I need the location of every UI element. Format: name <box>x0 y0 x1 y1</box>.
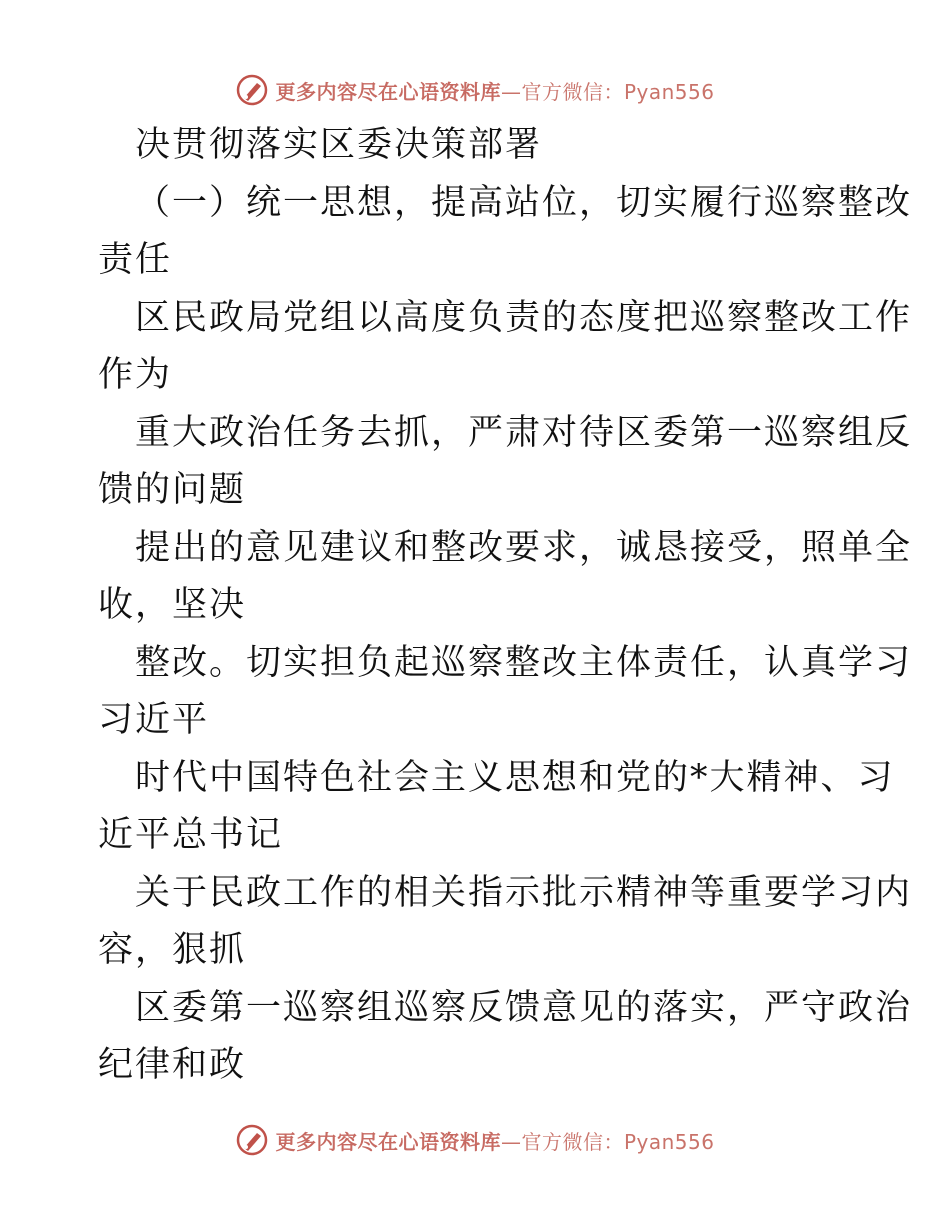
text-line: 容，狠抓 <box>98 930 247 970</box>
text-line: 收，坚决 <box>98 585 247 625</box>
text-line: 纪律和政 <box>98 1045 247 1085</box>
pen-logo-icon <box>235 73 269 107</box>
text-line: 责任 <box>98 240 173 280</box>
watermark-text: 更多内容尽在心语资料库—官方微信：Pyan556 <box>275 79 715 104</box>
text-line: 馈的问题 <box>98 470 247 510</box>
text-line: 整改。切实担负起巡察整改主体责任，认真学习 <box>135 642 913 683</box>
header-watermark <box>0 70 950 110</box>
footer-watermark <box>0 1120 950 1160</box>
document-body <box>98 117 913 1095</box>
text-line: 区民政局党组以高度负责的态度把巡察整改工作 <box>135 297 913 338</box>
text-line: 重大政治任务去抓，严肃对待区委第一巡察组反 <box>135 412 913 453</box>
text-line: 决贯彻落实区委决策部署 <box>135 125 543 165</box>
text-line: 作为 <box>98 355 173 395</box>
text-line: 关于民政工作的相关指示批示精神等重要学习内 <box>135 872 913 913</box>
pen-logo-icon <box>235 1123 269 1157</box>
text-line: 时代中国特色社会主义思想和党的*大精神、习 <box>135 757 895 798</box>
watermark-text: 更多内容尽在心语资料库—官方微信：Pyan556 <box>275 1129 715 1154</box>
text-line: 习近平 <box>98 700 210 740</box>
text-line: 近平总书记 <box>98 815 284 855</box>
text-line: （一）统一思想，提高站位，切实履行巡察整改 <box>135 182 913 223</box>
text-line: 区委第一巡察组巡察反馈意见的落实，严守政治 <box>135 987 913 1028</box>
text-line: 提出的意见建议和整改要求，诚恳接受，照单全 <box>135 527 913 568</box>
